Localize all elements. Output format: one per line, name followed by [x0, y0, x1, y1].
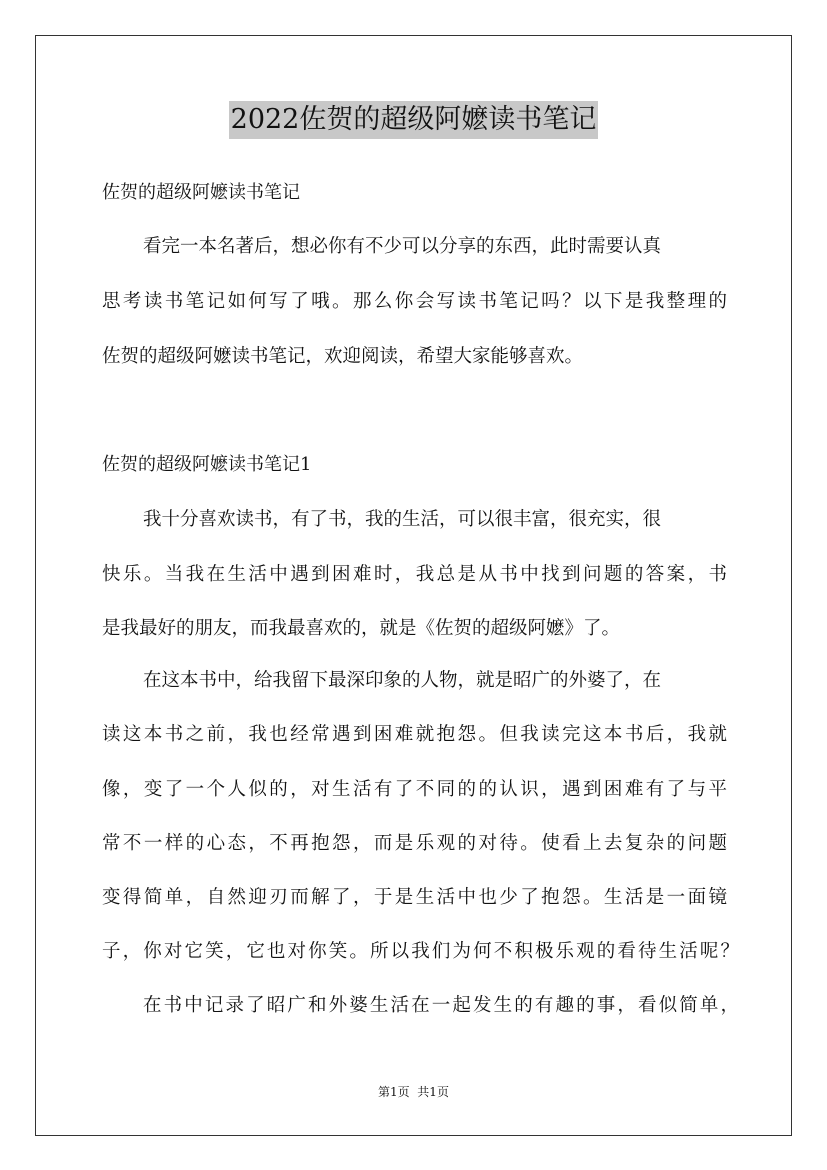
intro-line: 思考读书笔记如何写了哦。那么你会写读书笔记吗？以下是我整理的 [102, 291, 727, 312]
paragraph-line: 子，你对它笑，它也对你笑。所以我们为何不积极乐观的看待生活呢？ [102, 941, 739, 962]
title-container [0, 101, 827, 139]
paragraph-line: 在这本书中，给我留下最深印象的人物，就是昭广的外婆了，在 [143, 670, 662, 691]
paragraph-line: 像，变了一个人似的，对生活有了不同的的认识，遇到困难有了与平 [102, 779, 727, 800]
page-number: 第1页 共1页 [378, 1085, 449, 1099]
document-subtitle: 佐贺的超级阿嬷读书笔记 [102, 182, 300, 203]
intro-line: 佐贺的超级阿嬷读书笔记，欢迎阅读，希望大家能够喜欢。 [102, 346, 584, 367]
paragraph-line: 常不一样的心态，不再抱怨，而是乐观的对待。使看上去复杂的问题 [102, 833, 727, 854]
paragraph-line: 变得简单，自然迎刃而解了，于是生活中也少了抱怨。生活是一面镜 [102, 887, 727, 908]
paragraph-line: 我十分喜欢读书，有了书，我的生活，可以很丰富，很充实，很 [143, 509, 662, 530]
paragraph-line: 是我最好的朋友，而我最喜欢的，就是《佐贺的超级阿嬷》了。 [102, 618, 621, 639]
paragraph-line: 快乐。当我在生活中遇到困难时，我总是从书中找到问题的答案，书 [102, 564, 727, 585]
document-title: 2022佐贺的超级阿嬷读书笔记 [229, 101, 599, 139]
paragraph-line: 在书中记录了昭广和外婆生活在一起发生的有趣的事，看似简单， [143, 995, 739, 1016]
intro-line: 看完一本名著后，想必你有不少可以分享的东西，此时需要认真 [143, 236, 662, 257]
section-heading: 佐贺的超级阿嬷读书笔记1 [102, 454, 312, 475]
paragraph-line: 读这本书之前，我也经常遇到困难就抱怨。但我读完这本书后，我就 [102, 724, 727, 745]
